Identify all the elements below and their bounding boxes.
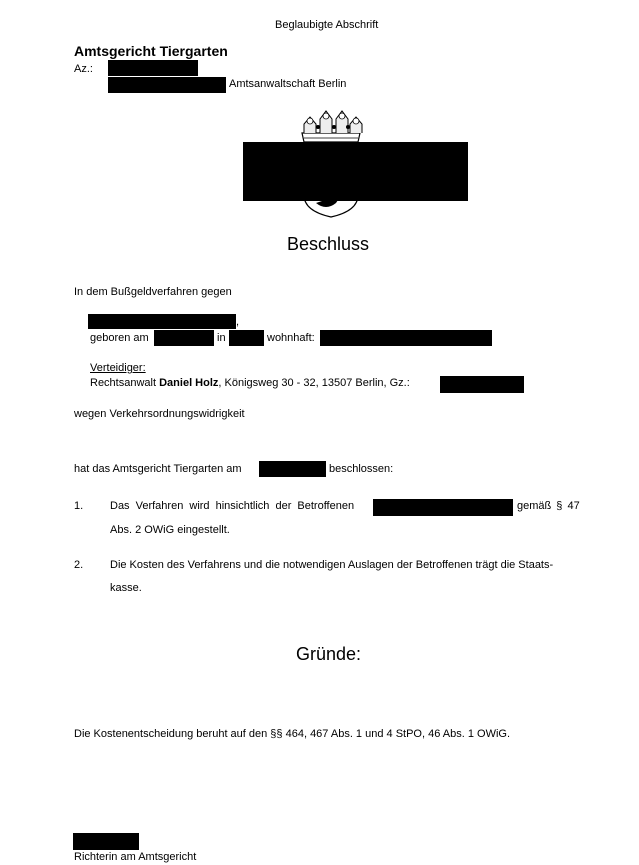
item-1-line1-end: gemäß § 47 — [517, 500, 580, 512]
intro-text: In dem Bußgeldverfahren gegen — [74, 286, 232, 298]
defense-address: , Königsweg 30 - 32, 13507 Berlin, Gz.: — [218, 377, 410, 389]
item-1-line2: Abs. 2 OWiG eingestellt. — [110, 524, 230, 536]
reasons-text: Die Kostenentscheidung beruht auf den §§ 464, 467 Abs. 1 und 4 StPO, 46 Abs. 1 OWiG. — [74, 728, 511, 740]
item-2-line2: kasse. — [110, 582, 142, 594]
court-name: Amtsgericht Tiergarten — [74, 43, 228, 59]
document-title: Beschluss — [287, 234, 370, 254]
redacted-birth-date — [154, 330, 214, 346]
defense-prefix: Rechtsanwalt — [90, 377, 157, 389]
birth-date-label: geboren am — [90, 332, 149, 344]
case-number-label: Az.: — [74, 63, 93, 75]
item-1-number: 1. — [74, 500, 84, 512]
certified-copy-label: Beglaubigte Abschrift — [275, 19, 379, 31]
defense-line — [90, 377, 410, 390]
birth-place-label: in — [217, 332, 226, 344]
redacted-affected-person — [373, 499, 513, 516]
redacted-case-number — [108, 60, 198, 76]
redacted-file-reference — [440, 376, 524, 393]
residence-label: wohnhaft: — [267, 332, 315, 344]
redacted-prosecution-number — [108, 77, 226, 93]
redacted-birth-place — [229, 330, 264, 346]
redacted-person-name — [88, 314, 236, 329]
judge-title: Richterin am Amtsgericht — [74, 851, 197, 863]
item-2-number: 2. — [74, 559, 84, 571]
prosecution-office: Amtsanwaltschaft Berlin — [229, 78, 347, 90]
redacted-decision-date — [259, 461, 326, 477]
defense-label: Verteidiger: — [90, 362, 146, 374]
redacted-banner — [243, 142, 468, 201]
reasons-heading: Gründe: — [296, 644, 362, 664]
redacted-address — [320, 330, 492, 346]
item-1-line1-start: Das Verfahren wird hinsichtlich der Betroffenen — [110, 500, 355, 512]
decision-prefix: hat das Amtsgericht Tiergarten am — [74, 463, 242, 475]
item-2-line1: Die Kosten des Verfahrens und die notwendigen Auslagen der Betroffenen trägt die Staats- — [110, 559, 554, 571]
name-comma: , — [236, 316, 240, 328]
decision-suffix: beschlossen: — [329, 463, 394, 475]
defense-attorney-name: Daniel Holz — [159, 377, 219, 389]
redacted-judge-name — [73, 833, 139, 850]
offense-text: wegen Verkehrsordnungswidrigkeit — [74, 408, 245, 420]
